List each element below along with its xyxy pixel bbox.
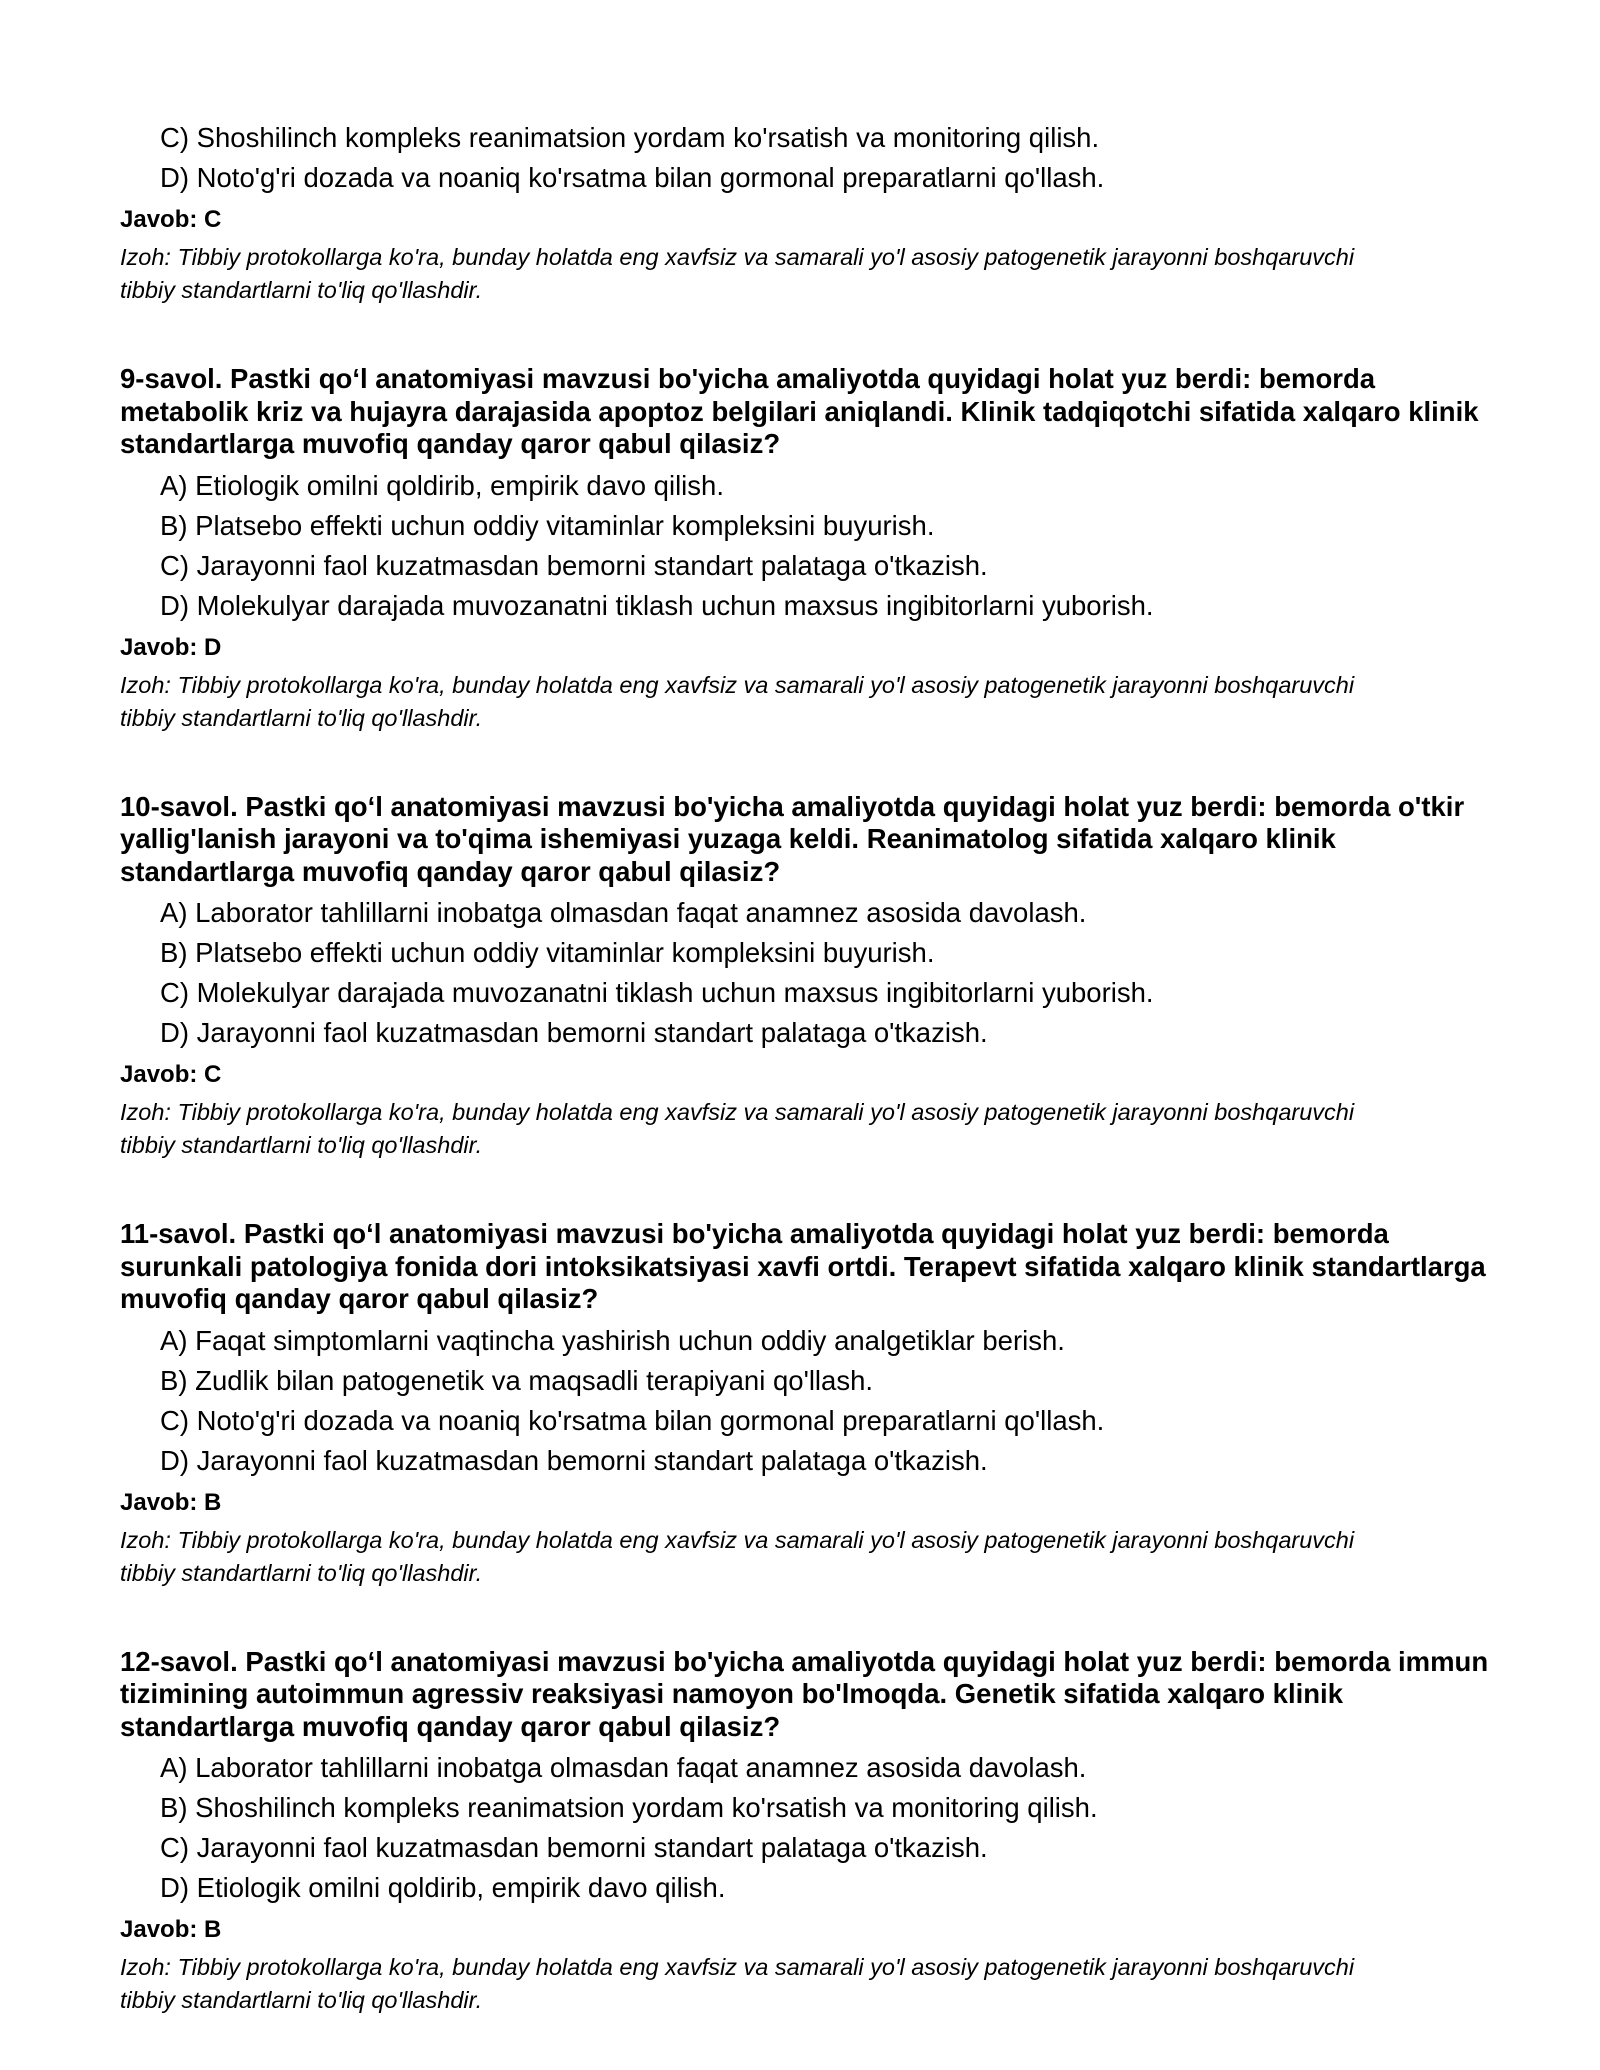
question-8-continuation <box>120 118 1480 307</box>
question-12 <box>120 1645 1489 2018</box>
answer-label: Javob: B <box>120 1488 222 1516</box>
option-a: A) Laborator tahlillarni inobatga olmasdan faqat anamnez asosida davolash. <box>160 1752 1087 1783</box>
answer-label: Javob: C <box>120 206 222 233</box>
option-b: B) Zudlik bilan patogenetik va maqsadli terapiyani qo'llash. <box>160 1364 874 1396</box>
explanation-note: Izoh: Tibbiy protokollarga ko'ra, bunday holatda eng xavfsiz va samarali yo'l asosiy patogenetik jarayonni boshqaruvchi tibbiy standartlarni to'liq qo'llashdir. <box>120 1954 1355 2013</box>
option-d: D) Jarayonni faol kuzatmasdan bemorni standart palataga o'tkazish. <box>160 1444 988 1476</box>
option-a: A) Laborator tahlillarni inobatga olmasdan faqat anamnez asosida davolash. <box>160 897 1087 928</box>
option-a: A) Faqat simptomlarni vaqtincha yashirish uchun oddiy analgetiklar berish. <box>160 1324 1065 1356</box>
option-b: B) Platsebo effekti uchun oddiy vitaminlar kompleksini buyurish. <box>160 937 935 968</box>
option-d: D) Jarayonni faol kuzatmasdan bemorni standart palataga o'tkazish. <box>160 1017 988 1048</box>
option-c: C) Jarayonni faol kuzatmasdan bemorni standart palataga o'tkazish. <box>160 549 988 581</box>
explanation-note: Izoh: Tibbiy protokollarga ko'ra, bunday holatda eng xavfsiz va samarali yo'l asosiy patogenetik jarayonni boshqaruvchi tibbiy standartlarni to'liq qo'llashdir. <box>120 1526 1355 1586</box>
option-c: C) Molekulyar darajada muvozanatni tiklash uchun maxsus ingibitorlarni yuborish. <box>160 977 1154 1008</box>
option-d: D) Etiologik omilni qoldirib, empirik davo qilish. <box>160 1872 726 1903</box>
option-b: B) Platsebo effekti uchun oddiy vitaminlar kompleksini buyurish. <box>160 509 935 541</box>
question-text: 9-savol. Pastki qo‘l anatomiyasi mavzusi bo'yicha amaliyotda quyidagi holat yuz berdi: bemorda metabolik kriz va hujayra darajasida apoptoz belgilari aniqlandi. Klinik tadqiqotchi sifatida xalqaro klinik standartlarga muvofiq qanday qaror qabul qilasiz? <box>120 363 1479 459</box>
option-c: C) Jarayonni faol kuzatmasdan bemorni standart palataga o'tkazish. <box>160 1832 988 1863</box>
option-d: D) Noto'g'ri dozada va noaniq ko'rsatma bilan gormonal preparatlarni qo'llash. <box>160 162 1105 193</box>
explanation-note: Izoh: Tibbiy protokollarga ko'ra, bunday holatda eng xavfsiz va samarali yo'l asosiy patogenetik jarayonni boshqaruvchi tibbiy standartlarni to'liq qo'llashdir. <box>120 1099 1355 1158</box>
answer-label: Javob: B <box>120 1916 222 1943</box>
option-d: D) Molekulyar darajada muvozanatni tiklash uchun maxsus ingibitorlarni yuborish. <box>160 589 1154 621</box>
question-10 <box>120 791 1480 1163</box>
option-b: B) Shoshilinch kompleks reanimatsion yordam ko'rsatish va monitoring qilish. <box>160 1792 1098 1823</box>
question-text: 10-savol. Pastki qo‘l anatomiyasi mavzusi bo'yicha amaliyotda quyidagi holat yuz berdi: bemorda o'tkir yallig'lanish jarayoni va to'qima ishemiyasi yuzaga keldi. Reanimatolog sifatida xalqaro klinik standartlarga muvofiq qanday qaror qabul qilasiz? <box>120 790 1465 887</box>
question-text: 12-savol. Pastki qo‘l anatomiyasi mavzusi bo'yicha amaliyotda quyidagi holat yuz berdi: bemorda immun tizimining autoimmun agressiv reaksiyasi namoyon bo'lmoqda. Genetik sifatida xalqaro klinik standartlarga muvofiq qanday qaror qabul qilasiz? <box>120 1645 1489 1742</box>
option-c: C) Shoshilinch kompleks reanimatsion yordam ko'rsatish va monitoring qilish. <box>160 122 1100 153</box>
option-c: C) Noto'g'ri dozada va noaniq ko'rsatma bilan gormonal preparatlarni qo'llash. <box>160 1404 1105 1436</box>
question-9 <box>120 363 1480 735</box>
question-text: 11-savol. Pastki qo‘l anatomiyasi mavzusi bo'yicha amaliyotda quyidagi holat yuz berdi: bemorda surunkali patologiya fonida dori intoksikatsiyasi xavfi ortdi. Terapevt sifatida xalqaro klinik standartlarga muvofiq qanday qaror qabul qilasiz? <box>120 1218 1486 1314</box>
explanation-note: Izoh: Tibbiy protokollarga ko'ra, bunday holatda eng xavfsiz va samarali yo'l asosiy patogenetik jarayonni boshqaruvchi tibbiy standartlarni to'liq qo'llashdir. <box>120 671 1355 731</box>
answer-label: Javob: D <box>120 633 222 661</box>
option-a: A) Etiologik omilni qoldirib, empirik davo qilish. <box>160 469 724 501</box>
question-11 <box>120 1218 1486 1590</box>
explanation-note: Izoh: Tibbiy protokollarga ko'ra, bunday holatda eng xavfsiz va samarali yo'l asosiy patogenetik jarayonni boshqaruvchi tibbiy standartlarni to'liq qo'llashdir. <box>120 244 1355 303</box>
answer-label: Javob: C <box>120 1061 222 1088</box>
